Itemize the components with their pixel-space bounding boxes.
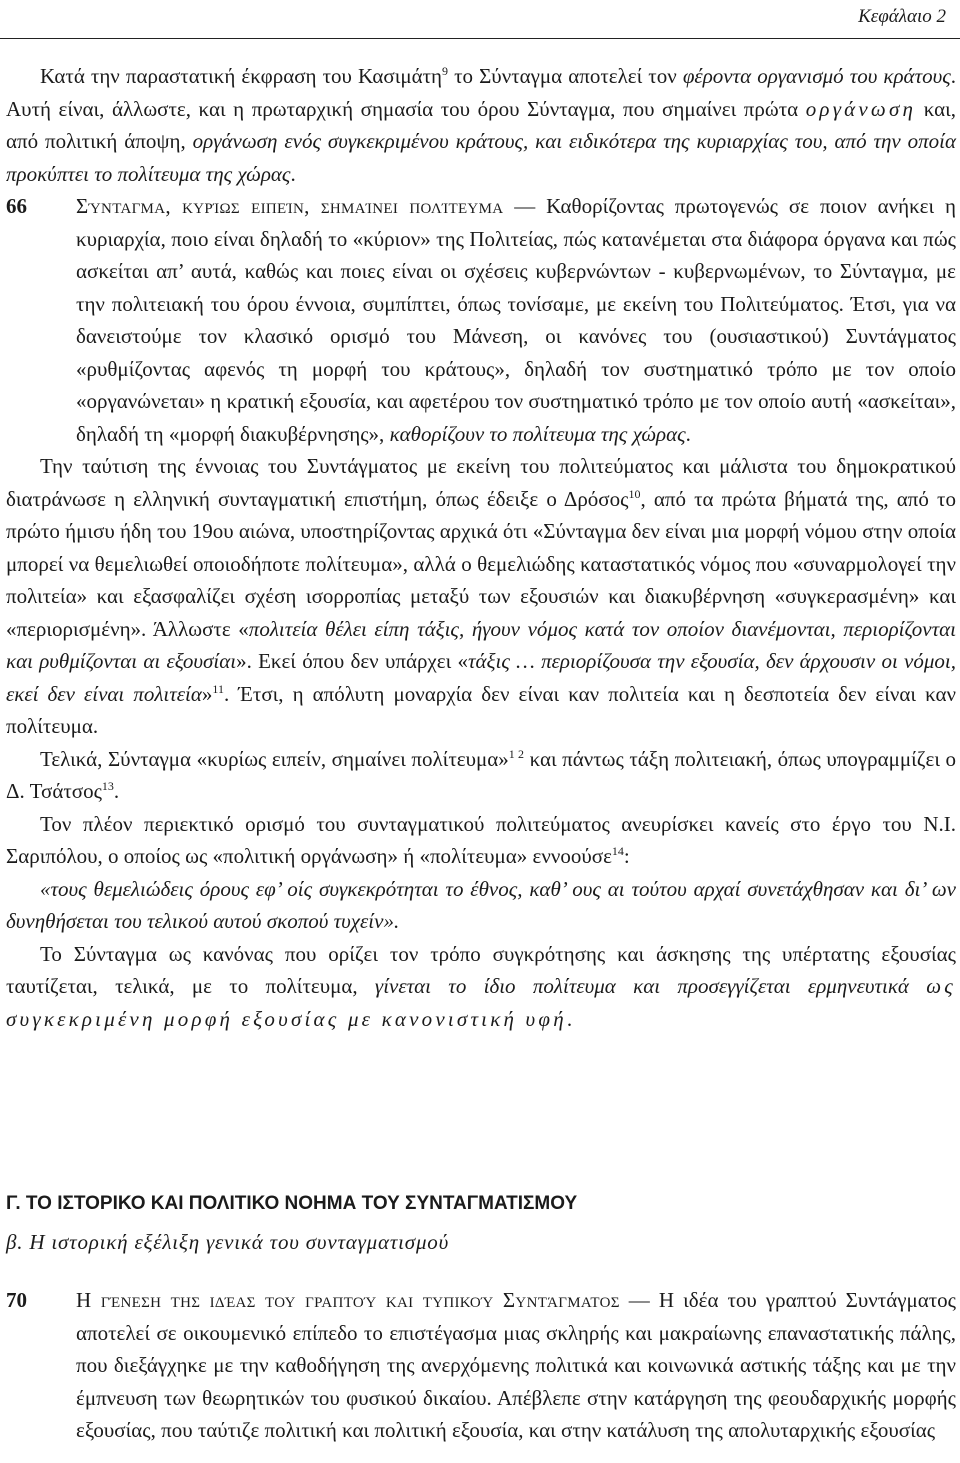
author-name: Δ. Τσάτσος [6,779,102,803]
text: ». Εκεί όπου δεν υπάρχει « [236,649,468,673]
author-name: Ν.Ι. Σαριπόλου [6,811,956,868]
author-name: Δρόσος [563,486,629,511]
paragraph-definition [6,808,956,873]
subsection-heading: β. Η ιστορική εξέλιξη γενικά του συνταγματισμού [6,1230,450,1254]
text: Τελικά, Σύνταγμα «κυρίως ειπείν, σημαίνει πολίτευμα» [40,746,509,771]
text: Την ταύτιση της έννοιας του Συντάγματος με εκείνη του πολιτεύματος και μάλιστα του δημοκρατικού διατράνωσε η ελληνική συνταγματική επιστήμη, όπως έδειξε ο [6,454,956,511]
spaced-text: οργάνωση [805,96,917,121]
block-quote [6,873,956,938]
paragraph-intro [6,60,956,190]
text: . [290,161,296,186]
text: — Καθορίζοντας πρωτογενώς σε ποιον ανήκει η κυριαρχία, ποιο είναι δηλαδή το «κύριον» της Πολιτείας, πώς κατανέμεται στα διάφορα όργανα και πώς ασκείται απ’ αυτά, καθώς και ποιες είναι οι σχέσεις κυβερνώντων - κυβερνωμένων, το Σύνταγμα, με την πολιτειακή του όρου έννοια, συμπίπτει, όπως τονίσαμε, με εκείνη του Πολιτεύματος. Έτσι, για να δανειστούμε τον κλασικό ορισμό του Μάνεση, οι κανόνες του (ουσιαστικού) Συντάγματος «ρυθμίζοντας αφενός τη μορφή του κράτους», δηλαδή τον συστηματικό τρόπο με τον οποίο «οργανώνεται» η κρατική εξουσία, και αφετέρου τον συστηματικό τρόπο με τον οποίο αυτή «ασκείται», δηλαδή τη «μορφή διακυβέρνησης», [76,194,956,446]
text: Το Σύνταγμα ως κανόνας που ορίζει τον τρόπο συγκρότησης και άσκησης της υπέρτατης εξουσίας ταυτίζεται, τελικά, με το πολίτευμα, [6,941,956,998]
paragraph-finally [6,743,956,808]
text: . [685,421,691,446]
paragraph-heading: Η γένεση της ιδέας του γραπτού και τυπικού Συντάγματος [76,1288,620,1312]
paragraph-70 [6,1284,956,1447]
italic-text: οργάνωση ενός συγκεκριμένου κράτους, και ειδικότερα της κυριαρχίας του, από την οποία προκύπτει το πολίτευμα της χώρας [6,129,957,186]
italic-text: καθορίζουν το πολίτευμα της χώρας [389,421,686,446]
paragraph-conclusion [6,938,956,1036]
text: : [623,844,630,868]
text: , ο οποίος ως «πολιτική οργάνωση» ή «πολίτευμα» εννοούσε [97,844,612,868]
text: . [113,779,120,803]
paragraph-identity [6,450,956,743]
text: . [566,1006,573,1031]
section-gap [6,1035,956,1188]
paragraph-66 [6,190,956,450]
text: » [201,681,213,706]
italic-text: τάξις … περιορίζουσα την εξουσία, δεν άρχουσιν οι νόμοι, εκεί δεν είναι πολιτεία [6,649,957,706]
text: , από τα πρώτα βήματά της, από το πρώτο ήμισυ ήδη του 19ου αιώνα, υποστηρίζοντας αρχικά ότι «Σύνταγμα δεν είναι μια μορφή νόμου στην οποία μπορεί να θεμελιωθεί οποιοδήποτε πολίτευμα», αλλά ο θεμελιώδης καταστατικός νόμος που «συναρμολογεί την πολιτεία» και εξασφαλίζει σχέση ισορροπίας μεταξύ των εξουσιών και διακυβέρνηση «συγκερασμένη» και «περιορισμένη». Άλλωστε « [6,486,956,641]
section-heading: Γ. ΤΟ ΙΣΤΟΡΙΚΟ ΚΑΙ ΠΟΛΙΤΙΚΟ ΝΟΗΜΑ ΤΟΥ ΣΥΝΤΑΓΜΑΤΙΣΜΟΥ [6,1193,578,1214]
margin-number: 70 [6,1288,27,1312]
text [909,974,926,998]
italic-text: φέροντα οργανισμό του κράτους [682,64,951,88]
italic-text: πολιτεία θέλει είπη τάξις, ήγουν νόμος κατά τον οποίον διανέμονται, περιορίζονται και ρυθμίζονται αι εξουσίαι [6,616,956,673]
footnote-ref[interactable]: 10 [628,486,641,501]
text: Κατά την παραστατική έκφραση του Κασιμάτη [40,64,443,88]
paragraph-heading: Σύνταγμα, κυρίως ειπείν, σημαίνει πολίτευμα [76,194,504,218]
text: και, από πολιτική άποψη, [6,96,956,153]
footnote-ref[interactable]: 13 [101,779,114,793]
footnote-ref[interactable]: 1 2 [508,746,525,761]
text: . Έτσι, η απόλυτη μοναρχία δεν είναι καν πολιτεία και η δεσποτεία δεν είναι καν πολίτευμα. [6,681,956,738]
italic-text: γίνεται το ίδιο πολίτευμα και προσεγγίζεται ερμηνευτικά [374,974,909,998]
footnote-ref[interactable]: 9 [442,64,449,78]
quote-text: «τους θεμελιώδεις όρους εφ’ οίς συγκεκρότηται το έθνος, καθ’ ους αι τούτου αρχαί συνετάχθησαν και δι’ ων δυνηθήσεται του τελικού αυτού σκοπού τυχείν». [6,876,956,933]
text: — Η ιδέα του γραπτού Συντάγματος αποτελεί σε οικουμενικό επίπεδο το επιστέγασμα μιας σκληρής και μακραίωνης επαναστατικής πάλης, που διεξάγχηκε με την καθοδήγηση της ανερχόμενης πολιτικά και κοινωνικά αστικής τάξης και με την έμπνευση των θεωρητικών του φυσικού δικαίου. Απέβλεπε στην κατάργηση της φεουδαρχικής μορφής εξουσίας, που ταύτιζε πολιτική και πολιτική εξουσία, και στην κατάλυση της απολυταρχικής εξουσίας [76,1288,956,1442]
page-body [6,60,956,1447]
margin-number: 66 [6,194,27,218]
running-header: Κεφάλαιο 2 [858,6,946,27]
text: και πάντως τάξη πολιτειακή, όπως υπογραμμίζει ο [524,746,956,771]
spaced-text: ως συγκεκριμένη μορφή εξουσίας με κανονιστική υφή [6,974,956,1031]
text: το Σύνταγμα αποτελεί τον [448,64,683,88]
footnote-ref[interactable]: 14 [611,844,624,858]
header-rule [0,38,960,39]
text: Τον πλέον περιεκτικό ορισμό του συνταγματικού πολιτεύματος ανευρίσκει κανείς στο έργο του [40,811,924,836]
footnote-ref[interactable]: 11 [212,681,224,696]
text: . Αυτή είναι, άλλωστε, και η πρωταρχική σημασία του όρου Σύνταγμα, που σημαίνει πρώτα [6,64,957,121]
